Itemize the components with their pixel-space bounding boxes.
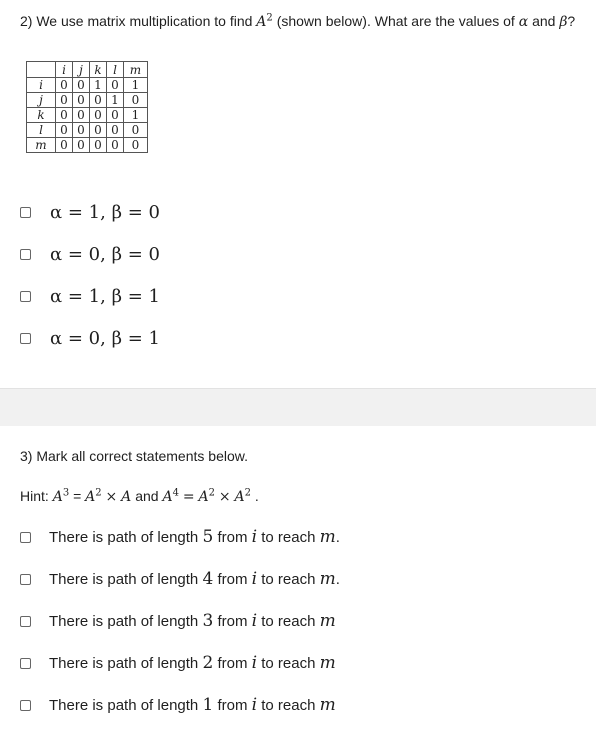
question-text: Mark all correct statements below. — [36, 448, 248, 464]
hint-equals: = — [73, 488, 82, 504]
option-label: There is path of length 3 from i to reach m — [49, 611, 336, 631]
question-divider — [0, 388, 596, 426]
end-node: m — [319, 569, 336, 589]
question-3-prompt — [20, 447, 248, 465]
end-node: m — [319, 611, 336, 631]
matrix-cell: 0 — [107, 108, 124, 123]
matrix-cell: 0 — [90, 108, 107, 123]
option-checkbox[interactable] — [20, 291, 31, 302]
start-node: i — [251, 695, 258, 715]
alpha-symbol: α — [518, 14, 529, 30]
option-label: α = 0, β = 1 — [50, 327, 160, 349]
hint-text — [20, 486, 259, 507]
hint-a3: $A^3$ — [52, 487, 70, 505]
matrix-cell: 0 — [90, 138, 107, 153]
question-number: 3) — [20, 448, 33, 464]
option-checkbox[interactable] — [20, 574, 31, 585]
matrix-cell: 0 — [124, 123, 148, 138]
hint-a: A — [121, 489, 132, 505]
matrix-cell: 0 — [73, 123, 90, 138]
question-2-prompt — [20, 12, 575, 31]
path-length: 5 — [202, 527, 214, 547]
hint-a4: $A^4$ — [162, 487, 179, 505]
hint-equals: = — [182, 489, 195, 505]
option-checkbox[interactable] — [20, 700, 31, 711]
matrix-cell: 0 — [56, 93, 73, 108]
matrix-column-header: l — [107, 62, 124, 78]
question-3 — [0, 426, 596, 735]
matrix-cell: 0 — [124, 93, 148, 108]
matrix-cell: 1 — [90, 78, 107, 93]
matrix-column-header: k — [90, 62, 107, 78]
hint-times: × — [218, 489, 231, 505]
matrix-row-header: j — [27, 93, 56, 108]
end-node: m — [319, 695, 336, 715]
matrix-column-header: j — [73, 62, 90, 78]
option-checkbox[interactable] — [20, 658, 31, 669]
matrix-cell: 0 — [90, 123, 107, 138]
option-checkbox[interactable] — [20, 333, 31, 344]
option-label: α = 0, β = 0 — [50, 243, 160, 265]
option-checkbox[interactable] — [20, 249, 31, 260]
answer-option[interactable] — [20, 326, 160, 350]
answer-option[interactable] — [20, 242, 160, 266]
matrix-row-header: k — [27, 108, 56, 123]
matrix-corner-cell — [27, 62, 56, 78]
matrix-row-header: m — [27, 138, 56, 153]
start-node: i — [251, 611, 258, 631]
option-label: α = 1, β = 1 — [50, 285, 160, 307]
path-length: 2 — [202, 653, 214, 673]
matrix-cell: 0 — [56, 108, 73, 123]
option-label: α = 1, β = 0 — [50, 201, 160, 223]
start-node: i — [251, 653, 258, 673]
option-label: There is path of length 2 from i to reach m — [49, 653, 336, 673]
beta-symbol: β — [559, 14, 568, 30]
end-node: m — [319, 527, 336, 547]
matrix-cell: 0 — [73, 108, 90, 123]
matrix-column-header: i — [56, 62, 73, 78]
matrix-power: 2 — [266, 12, 273, 24]
question-text: We use matrix multiplication to find — [36, 13, 253, 29]
matrix-row — [27, 138, 148, 153]
question-number: 2) — [20, 13, 33, 29]
matrix-row — [27, 123, 148, 138]
end-node: m — [319, 653, 336, 673]
answer-option[interactable] — [20, 567, 340, 591]
matrix-row — [27, 108, 148, 123]
matrix-cell: 0 — [73, 78, 90, 93]
matrix-cell: 0 — [107, 138, 124, 153]
option-checkbox[interactable] — [20, 616, 31, 627]
option-checkbox[interactable] — [20, 532, 31, 543]
matrix-cell: 0 — [107, 78, 124, 93]
matrix-cell: 0 — [107, 123, 124, 138]
matrix-cell: 0 — [124, 138, 148, 153]
option-label: There is path of length 1 from i to reach m — [49, 695, 336, 715]
path-length: 4 — [202, 569, 214, 589]
hint-a2: $A^2$ — [234, 487, 251, 505]
matrix-row — [27, 93, 148, 108]
answer-option[interactable] — [20, 609, 336, 633]
matrix-cell: 0 — [56, 138, 73, 153]
matrix-symbol: A — [256, 14, 267, 30]
path-length: 3 — [202, 611, 214, 631]
answer-option[interactable] — [20, 200, 160, 224]
matrix-cell: 0 — [56, 123, 73, 138]
matrix-cell: 0 — [56, 78, 73, 93]
question-text-continued: (shown below). What are the values of — [276, 13, 515, 29]
answer-option[interactable] — [20, 651, 336, 675]
option-label: There is path of length 4 from i to reach m. — [49, 569, 340, 589]
matrix-cell: 1 — [107, 93, 124, 108]
hint-period: . — [254, 488, 259, 504]
adjacency-matrix-table — [26, 61, 148, 153]
matrix-cell: 1 — [124, 108, 148, 123]
hint-and: and — [135, 488, 159, 504]
option-checkbox[interactable] — [20, 207, 31, 218]
matrix-column-header: m — [124, 62, 148, 78]
answer-option[interactable] — [20, 284, 160, 308]
hint-times: × — [105, 489, 118, 505]
matrix-cell: 0 — [73, 138, 90, 153]
matrix-row — [27, 78, 148, 93]
hint-prefix: Hint: — [20, 488, 49, 504]
start-node: i — [251, 569, 258, 589]
matrix-power-expression — [256, 14, 273, 30]
matrix-cell: 1 — [124, 78, 148, 93]
and-word: and — [532, 13, 556, 29]
answer-option[interactable] — [20, 693, 336, 717]
matrix-row-header: i — [27, 78, 56, 93]
question-mark: ? — [567, 13, 576, 29]
option-label: There is path of length 5 from i to reach m. — [49, 527, 340, 547]
matrix-row-header: l — [27, 123, 56, 138]
matrix-cell: 0 — [90, 93, 107, 108]
path-length: 1 — [202, 695, 214, 715]
start-node: i — [251, 527, 258, 547]
matrix-cell: 0 — [73, 93, 90, 108]
hint-a2: $A^2$ — [198, 487, 215, 505]
answer-option[interactable] — [20, 525, 340, 549]
matrix-header-row — [27, 62, 148, 78]
hint-a2: $A^2$ — [85, 487, 102, 505]
